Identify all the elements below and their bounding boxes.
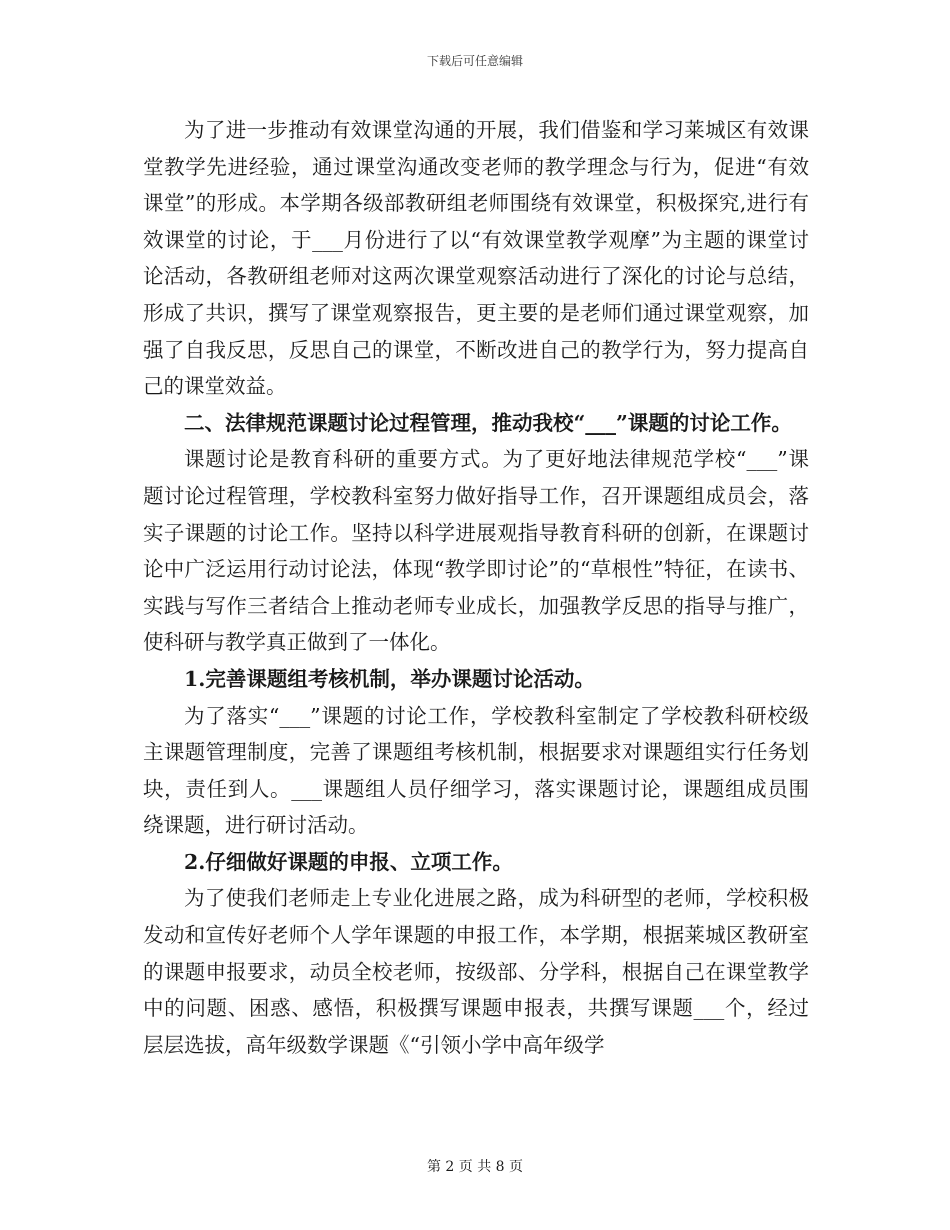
- page-footer: 第 2 页 共 8 页: [426, 1159, 524, 1175]
- document-body: [143, 112, 809, 1063]
- subheading-assessment: 1.完善课题组考核机制，举办课题讨论活动。: [184, 666, 595, 691]
- section-heading-two: 二、法律规范课题讨论过程管理，推动我校“___”课题的讨论工作。: [184, 410, 792, 435]
- paragraph-assessment: 为了落实“___”课题的讨论工作，学校教科室制定了学校教科研校级主课题管理制度，完善了课题组考核机制，根据要求对课题组实行任务划块，责任到人。___课题组人员仔细学习，落实课题讨论，课题组成员围绕课题，进行研讨活动。: [143, 703, 809, 838]
- subheading-application: 2.仔细做好课题的申报、立项工作。: [184, 849, 513, 874]
- paragraph-application: 为了使我们老师走上专业化进展之路，成为科研型的老师，学校积极发动和宣传好老师个人学年课题的申报工作，本学期，根据莱城区教研室的课题申报要求，动员全校老师，按级部、分学科，根据自己在课堂教学中的问题、困惑、感悟，积极撰写课题申报表，共撰写课题___个，经过层层选拔，高年级数学课题《“引领小学中高年级学: [143, 886, 809, 1057]
- paragraph-research-method: 课题讨论是教育科研的重要方式。为了更好地法律规范学校“___”课题讨论过程管理，学校教科室努力做好指导工作，召开课题组成员会，落实子课题的讨论工作。坚持以科学进展观指导教育科研的创新，在课题讨论中广泛运用行动讨论法，体现“教学即讨论”的“草根性”特征，在读书、实践与写作三者结合上推动老师专业成长，加强教学反思的指导与推广，使科研与教学真正做到了一体化。: [143, 447, 809, 655]
- paragraph-effective-classroom: 为了进一步推动有效课堂沟通的开展，我们借鉴和学习莱城区有效课堂教学先进经验，通过课堂沟通改变老师的教学理念与行为，促进“有效课堂”的形成。本学期各级部教研组老师围绕有效课堂，积极探究,进行有效课堂的讨论，于___月份进行了以“有效课堂教学观摩”为主题的课堂讨论活动，各教研组老师对这两次课堂观察活动进行了深化的讨论与总结，形成了共识，撰写了课堂观察报告，更主要的是老师们通过课堂观察，加强了自我反思，反思自己的课堂，不断改进自己的教学行为，努力提高自己的课堂效益。: [143, 118, 809, 399]
- page-header: 下载后可任意编辑: [426, 54, 523, 68]
